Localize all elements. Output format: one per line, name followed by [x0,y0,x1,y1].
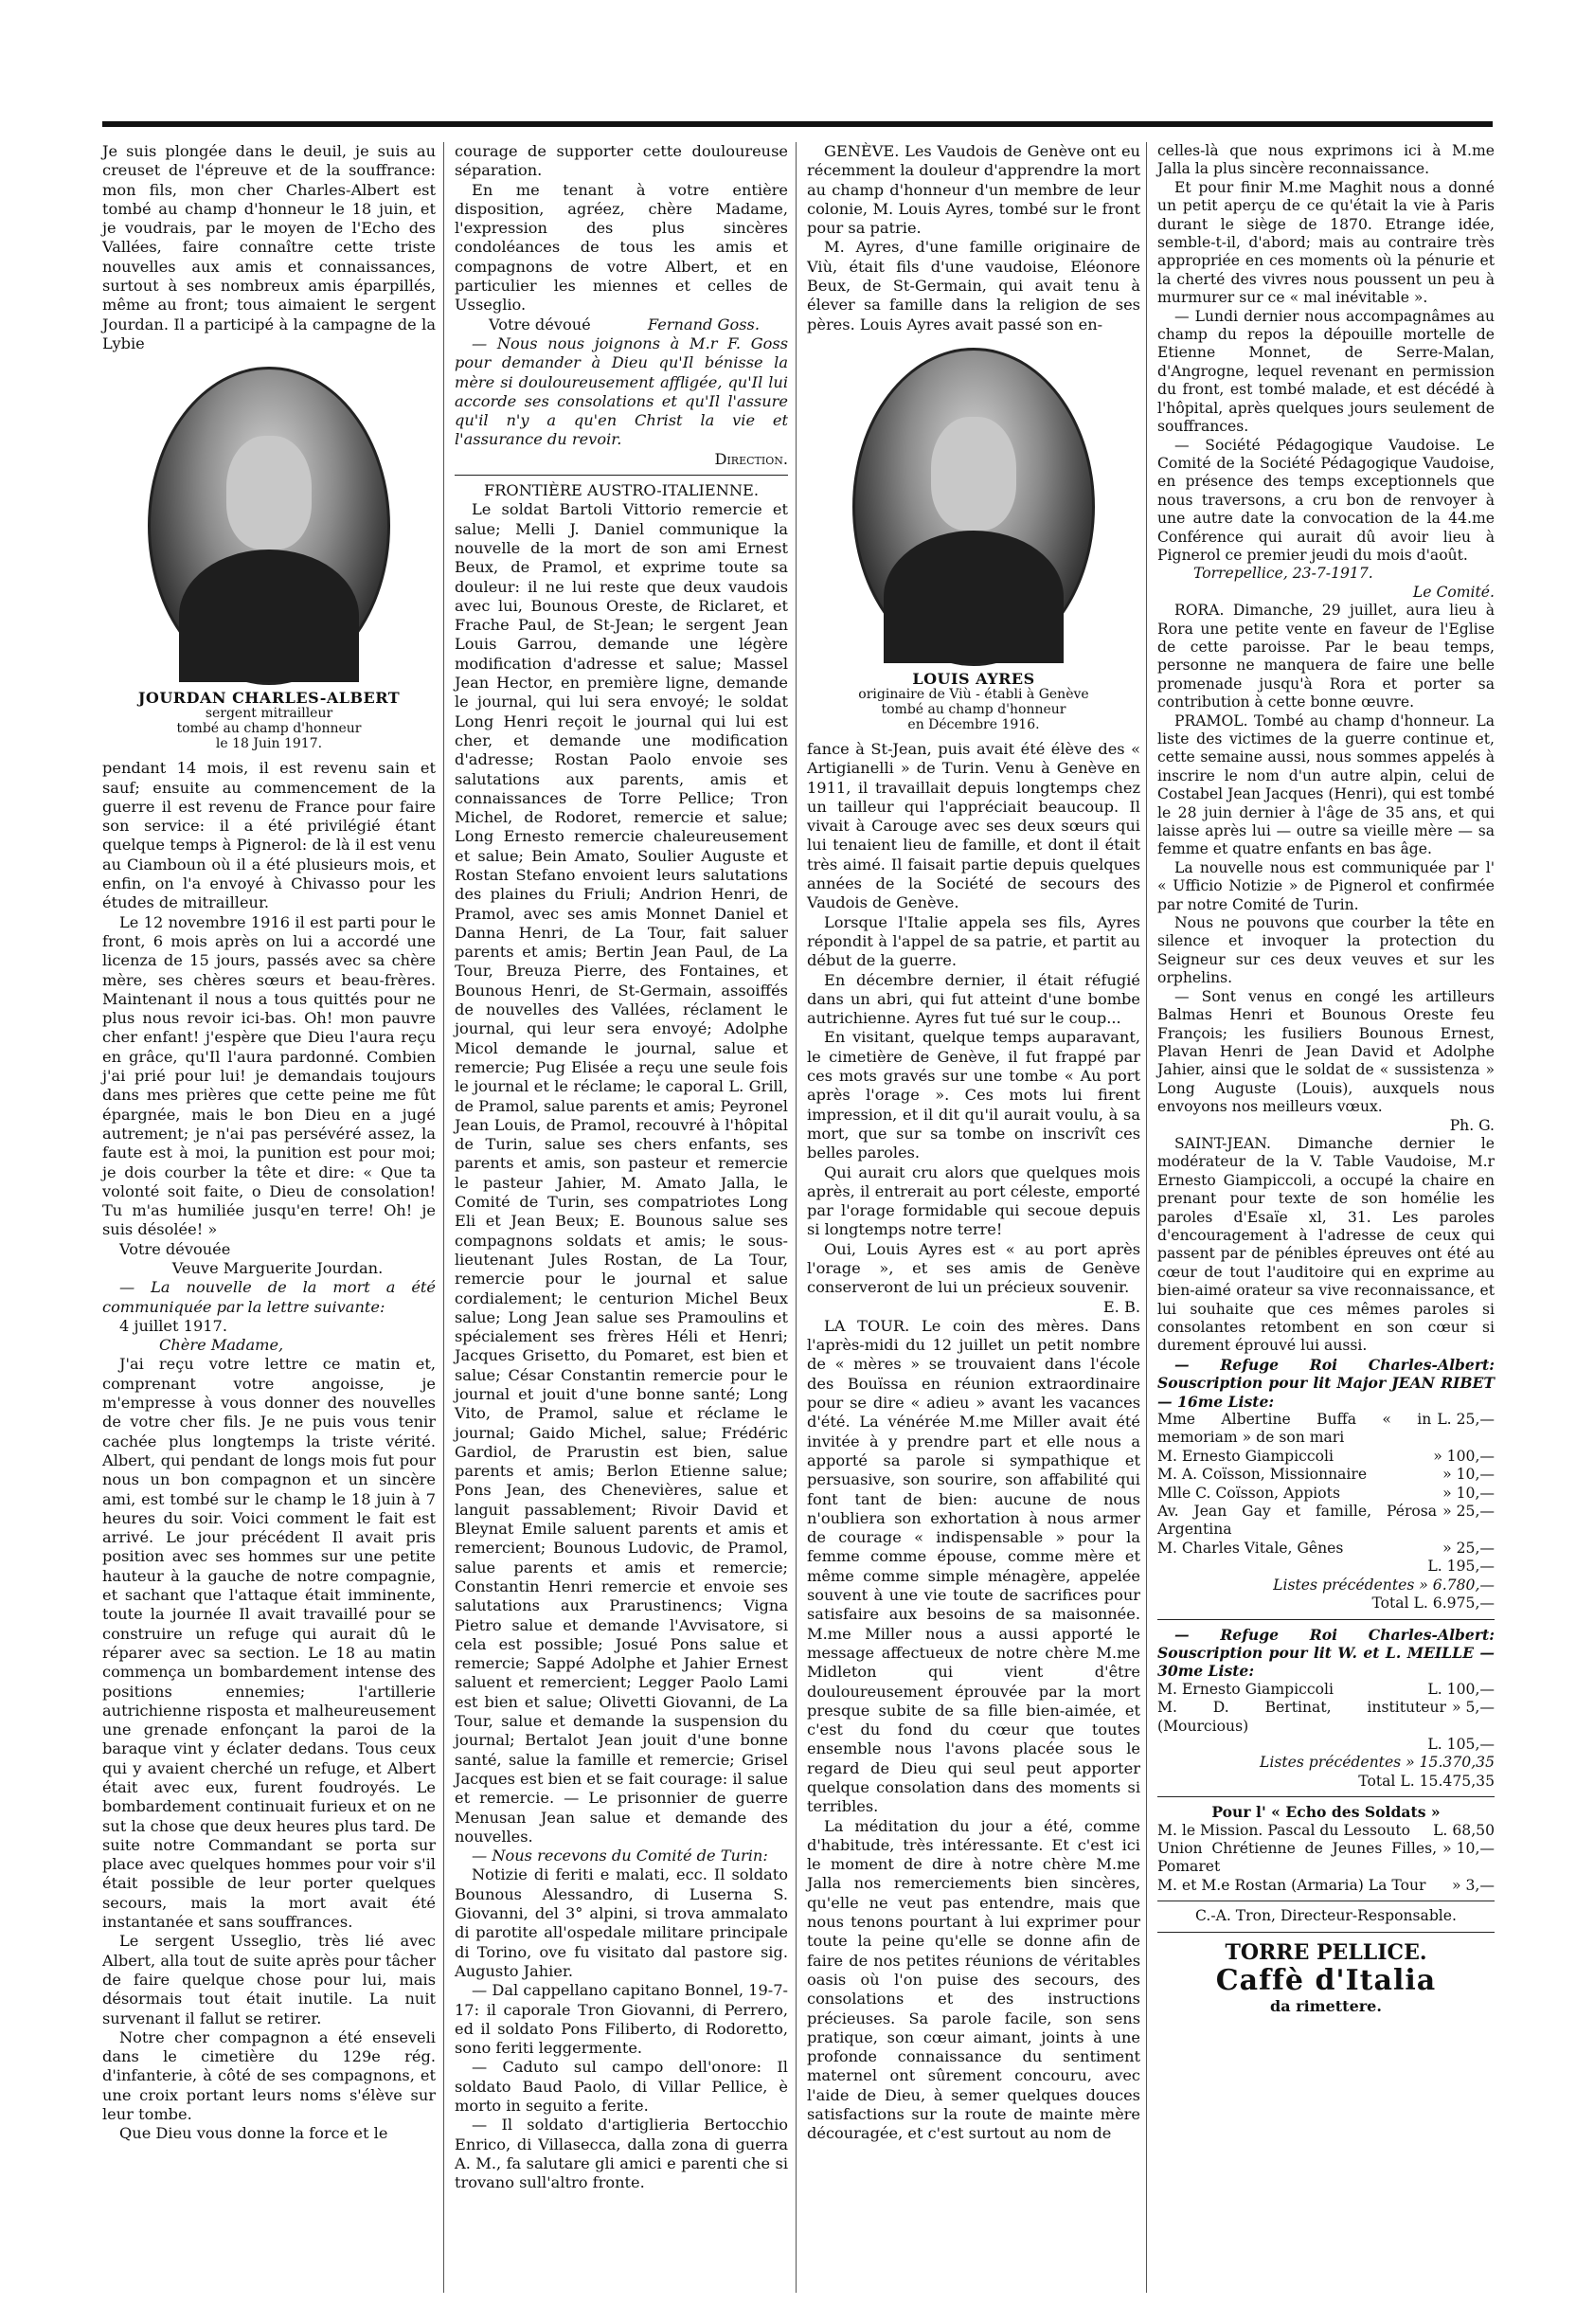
list-item-amount: » 100,— [1433,1447,1495,1465]
article-text: — Nous recevons du Comité de Turin: [472,1847,768,1865]
director-line: C.-A. Tron, Directeur-Responsable. [1195,1907,1457,1925]
article-text: Le soldat Bartoli Vittorio remercie et salue; Melli J. Daniel communique la nouvelle de la mort de son ami Ernest Beux, de Pramol, et exprime toute sa douleur: il ne lui reste que deux vaudois avec lui, Bounous Oreste, de Riclaret, et Frache Paul, de St-Jean; le sergent Jean Louis Garrou, demande une légère modification d'adresse et salue; Massel Jean Hector, en première ligne, demande le journal, qui lui sera envoyé; le soldat Long Henri reçoit le journal qui lui est cher, et demande une modification d'adresse; Rostan Paolo envoie ses salutations aux parents, amis et connaissances de Torre Pellice; Tron Michel, de Rodoret, remercie et salue; Long Ernesto remercie chaleureusement et salue; Bein Amato, Soulier Auguste et Rostan Stefano envoient leurs salutations des plaines du Friuli; Andrion Henri, de Pramol, avec ses amis Monnet Daniel et Danna Henri, de La Tour, fait saluer parents et amis; Bertin Jean Paul, de La Tour, Breuza Pierre, des Fontaines, et Bounous Henri, de St-Germain, assoiffés de nouvelles des Vallées, réclament le journal, qui leur sera envoyé; Adolphe Micol demande le journal, salue et remercie; Pug Elisée a reçu une seule fois le journal et le réclame; le caporal L. Grill, de Pramol, salue parents et amis; Peyronel Jean Louis, de Pramol, recouvré à l'hôpital de Turin, salue ses chers enfants, ses parents et amis, son pasteur et remercie le pasteur Jahier, M. Amato Jalla, le Comité de Turin, ses compatriotes Long Eli et Jean Beux; E. Bounous salue ses compagnons soldats et amis; le sous-lieutenant Jules Rostan, de La Tour, remercie pour le journal et salue cordialement; le centurion Michel Beux salue; Long Jean salue ses Pramoulins et spécialement ses frères Héli et Henri; Jacques Grisetto, du Pomaret, est bien et salue; César Constantin remercie pour le journal et jouit d'une bonne santé; Long Vito, de Pramol, salue et réclame le journal; Gaido Michel, salue; Frédéric Gardiol, de Prarustin est bien, salue parents et amis; Berlon Etienne salue; Pons Jean, des Chenevières, salue et languit passablement; Rivoir David et Bleynat Emile saluent parents et amis et remercient; Bounous Ludovic, de Pramol, salue parents et amis et remercie; Constantin Henri remercie et envoie ses salutations aux Prarustinencs; Vigna Pietro salue et demande l'Avvisatore, si cela est possible; Josué Pons salue et remercie; Sappé Adolphe et Jahier Ernest saluent et remercient; Legger Paolo Lami est bien et salue; Olivetti Giovanni, de La Tour, salue et demande la suspension du journal; Bertalot Jean jouit d'une bonne santé, salue la famille et remercie; Grisel Jacques est bien et se fait courage: il salue et remercie. — Le prisonnier de guerre Menusan Jean salue et demande des nouvelles. [455,500,788,1846]
article-text: — Caduto sul campo dell'onore: Il soldato Baud Paolo, di Villar Pellice, è morto in seguito a ferite. [455,2058,788,2115]
article-text: SAINT-JEAN. Dimanche dernier le modérateur de la V. Table Vaudoise, M.r Ernesto Giampiccoli, a occupé la chaire en prenant pour texte de son homélie les paroles d'Esaïe xl, 31. Les paroles d'encouragement à l'adresse de ceux qui passent par de pénibles épreuves ont été au cœur de tout l'auditoire qui en exprime au bien-aimé orateur sa vive reconnaissance, et lui souhaite que ces mêmes paroles si consolantes retombent en son cœur si durement éprouvé lui aussi. [1157,1134,1495,1355]
article-text: fance à St-Jean, puis avait été élève des « Artigianelli » de Turin. Venu à Genève en 1911, il travaillait depuis longtemps chez un tailleur qui l'appréciait beaucoup. Il vivait à Carouge avec ses deux sœurs qui lui tenaient lieu de famille, et dont il était très aimé. Il faisait partie depuis quelques années de la Société de secours des Vaudois de Genève. [807,739,1140,912]
ad-name: Caffè d'Italia [1215,1963,1437,1997]
subscription-previous: Listes précédentes » 6.780,— [1273,1576,1495,1594]
list-item-name: M. D. Bertinat, instituteur (Mourcious) [1157,1699,1447,1735]
signature-name: Veuve Marguerite Jourdan. [171,1258,384,1277]
signature: Le Comité. [1412,583,1495,601]
article-text: GENÈVE. Les Vaudois de Genève ont eu récemment la douleur d'apprendre la mort au champ d'honneur d'un membre de leur colonie, M. Louis Ayres, tombé sur le front pour sa patrie. [807,142,1140,238]
list-item [1157,1503,1495,1540]
article-text: En visitant, quelque temps auparavant, le cimetière de Genève, il fut frappé par ces mots gravés sur une tombe « Au port après l'orage ». Ces mots lui firent impression, et il dit qu'il aurait voulu, à sa mort, que sur sa tombe on inscrivît ces belles paroles. [807,1028,1140,1162]
list-item-amount: L. 25,— [1437,1411,1495,1429]
column-3 [807,142,1140,2144]
signature-line: Votre dévoué Fernand Goss. [489,315,760,333]
column-divider [443,142,444,2293]
column-2 [455,142,788,2192]
column-divider [1146,142,1147,2293]
subscription-title: — Refuge Roi Charles-Albert: Souscription pour lit W. et L. MEILLE — 30me Liste: [1157,1625,1495,1681]
list-item-name: M. et M.e Rostan (Armaria) La Tour [1157,1876,1426,1894]
list-item-amount: » 25,— [1442,1503,1495,1521]
section-rule [455,475,788,476]
article-text: La nouvelle nous est communiquée par l' « Ufficio Notizie » de Pignerol et confirmée par notre Comité de Turin. [1157,858,1495,913]
echo-title: Pour l' « Echo des Soldats » [1211,1803,1441,1822]
list-item-name: M. Ernesto Giampiccoli [1157,1680,1334,1698]
photo-caption: JOURDAN CHARLES-ALBERT sergent mitrailleur tombé au champ d'honneur le 18 Juin 1917. [137,689,401,752]
letter-salutation: Chère Madame, [159,1336,284,1355]
list-item-amount: » 10,— [1442,1466,1495,1484]
list-item [1157,1877,1495,1895]
article-text: PRAMOL. Tombé au champ d'honneur. La liste des victimes de la guerre continue et, cette semaine aussi, nous sommes appelés à inscrire le nom d'un autre alpin, celui de Costabel Jean Jacques (Henri), qui est tombé le 28 juin dernier à l'âge de 35 ans, et qui laisse après lui — outre sa vieille mère — sa femme et quatre enfants en bas âge. [1157,712,1495,858]
subscription-subtotal: L. 195,— [1427,1558,1495,1576]
article-text: — Sont venus en congé les artilleurs Balmas Henri et Bounous Oreste feu François; les fusiliers Bounous Ernest, Plavan Henri de Jean David et Adolphe Jahier, ainsi que le soldat de « sussistenza » Long Auguste (Louis), auxquels nous envoyons nos meilleurs vœux. [1157,987,1495,1116]
list-item [1157,1699,1495,1736]
subscription-list-2 [1157,1681,1495,1736]
list-item [1157,1466,1495,1484]
list-item-name: Mme Albertine Buffa « in memoriam » de son mari [1157,1411,1432,1447]
article-text: Le 12 novembre 1916 il est parti pour le front, 6 mois après on lui a accordé une licenza de 15 jours, passés avec sa chère mère, ses chères sœurs et beau-frères. Maintenant il nous a tous quittés pour ne plus nous revoir ici-bas. Oh! mon pauvre cher enfant! j'espère que Dieu l'aura reçu en grâce, qu'Il l'aura pardonné. Combien j'ai prié pour lui! je demandais toujours dans mes prières que cette peine me fût épargnée, mais le bon Dieu en a jugé autrement; je n'ai pas persévéré assez, la faute est à moi, la punition est pour moi; je dois courber la tête et dire: « Que ta volonté soit faite, o Dieu de consolation! Tu m'as humiliée jusqu'en terre! Oh! je suis désolée! » [102,912,436,1239]
article-text: La méditation du jour a été, comme d'habitude, très intéressante. Et c'est ici le moment de dire à notre chère M.me Jalla nos remerciements bien sincères, qu'elle ne veut pas entendre, mais que nous tenons pourtant à lui exprimer pour toute la peine qu'elle se donne afin de faire de nos petites réunions de véritables oasis où l'on puise des secours, des consolations et des instructions précieuses. Sa parole facile, son sens pratique, son cœur aimant, joints à une profonde connaissance du sentiment maternel ont sûrement concouru, avec l'aide de Dieu, à semer quelques douces satisfactions sur la route de mainte mère découragée, et c'est surtout au nom de [807,1816,1140,2143]
article-text: — Lundi dernier nous accompagnâmes au champ du repos la dépouille mortelle de Etienne Monnet, de Serre-Malan, d'Angrogne, lequel revenant en permission du front, est tombé malade, et est décédé à l'hôpital, après quelques jours seulement de souffrances. [1157,307,1495,436]
column-1 [102,142,436,2144]
subscription-title: — Refuge Roi Charles-Albert: Souscription pour lit Major JEAN RIBET — 16me Liste: [1157,1355,1495,1411]
list-item-name: Union Chrétienne de Jeunes Filles, Pomaret [1157,1839,1438,1876]
list-item-amount: L. 68,50 [1433,1821,1495,1839]
ad-note: da rimettere. [1270,1996,1382,2015]
ad-place: TORRE PELLICE. [1225,1939,1427,1965]
article-text: Le sergent Usseglio, très lié avec Albert, alla tout de suite après pour tâcher de faire quelque chose pour lui, mais désormais tout était inutile. La nuit survenant il fallut se retirer. [102,1932,436,2027]
list-item-amount: » 10,— [1442,1839,1495,1857]
list-item-name: M. Charles Vitale, Gênes [1157,1539,1344,1557]
column-divider [796,142,797,2293]
list-item-amount: » 25,— [1442,1539,1495,1557]
section-rule [1157,1619,1495,1620]
article-text: celles-là que nous exprimons ici à M.me Jalla la plus sincère reconnaissance. [1157,142,1495,178]
section-title: FRONTIÈRE AUSTRO-ITALIENNE. [484,481,759,500]
letter-date: 4 juillet 1917. [119,1316,227,1335]
article-text: Que Dieu vous donne la force et le [119,2124,388,2143]
signature: Ph. G. [1449,1116,1495,1134]
subscription-previous: Listes précédentes » 15.370,35 [1260,1754,1495,1772]
portrait-ayres-photo [852,348,1095,666]
header-rule [102,121,1493,127]
echo-list [1157,1822,1495,1896]
list-item [1157,1448,1495,1466]
list-item-amount: » 10,— [1442,1484,1495,1502]
list-item-name: M. Ernesto Giampiccoli [1157,1447,1334,1465]
list-item-amount: L. 100,— [1427,1680,1495,1698]
section-rule [1157,1932,1495,1933]
list-item-amount: » 3,— [1452,1876,1495,1894]
portrait-jourdan-photo [148,367,390,685]
article-text: Je suis plongée dans le deuil, je suis au creuset de l'épreuve et de la souffrance: mon fils, mon cher Charles-Albert est tombé au champ d'honneur le 18 juin, et je voudrais, par le moyen de l'Echo des Vallées, faire connaître cette triste nouvelles aux amis et connaissances, surtout à ses nombreux amis éparpillés, même au front; tous aimaient le sergent Jourdan. Il a participé à la campagne de la Lybie [102,142,436,352]
article-text: pendant 14 mois, il est revenu sain et sauf; ensuite au commencement de la guerre il est revenu de France pour faire son service: il a été privilégié étant quelque temps à Pignerol: de là il est venu au Ciamboun où il a été plusieurs mois, et enfin, on l'a envoyé à Chivasso pour les études de mitrailleur. [102,759,436,912]
list-item-name: M. A. Coïsson, Missionnaire [1157,1466,1368,1484]
column-4 [1157,142,1495,2015]
article-text: — La nouvelle de la mort a été communiquée par la lettre suivante: [102,1278,436,1316]
article-text: — Nous nous joignons à M.r F. Goss pour demander à Dieu qu'Il bénisse la mère si douloureusement affligée, qu'Il lui accorde ses consolations et qu'Il l'assure qu'il n'y a qu'en Christ la vie et l'assurance du revoir. [455,333,788,449]
article-date: Torrepellice, 23-7-1917. [1193,565,1373,583]
article-text: Notre cher compagnon a été enseveli dans le cimetière du 129e rég. d'infanterie, à côté de ses compagnons, et une croix portant leurs noms s'élève sur leur tombe. [102,2027,436,2124]
subscription-subtotal: L. 105,— [1427,1735,1495,1753]
list-item-name: M. le Mission. Pascal du Lessouto [1157,1821,1411,1839]
list-item [1157,1822,1495,1840]
article-text: Lorsque l'Italie appela ses fils, Ayres répondit à l'appel de sa patrie, et partit au début de la guerre. [807,912,1140,970]
list-item-amount: » 5,— [1452,1699,1495,1717]
article-text: M. Ayres, d'une famille originaire de Viù, était fils d'une vaudoise, Eléonore Beux, de St-Germain, qui avait tenu à élever sa famille dans la religion de ses pères. Louis Ayres avait passé son en- [807,238,1140,333]
article-text: — Il soldato d'artiglieria Bertocchio Enrico, di Villasecca, dalla zona di guerra A. M., fa salutare gli amici e parenti che si trovano sull'altro fronte. [455,2116,788,2192]
article-text: Nous ne pouvons que courber la tête en silence et invoquer la protection du Seigneur sur ces deux veuves et sur les orphelins. [1157,914,1495,987]
list-item [1157,1485,1495,1503]
article-text: — Société Pédagogique Vaudoise. Le Comité de la Société Pédagogique Vaudoise, en présence des temps exceptionnels que nous traversons, a cru bon de renvoyer à une autre date la convocation de la 44.me Conférence qui aurait dû avoir lieu à Pignerol ce premier jeudi du mois d'août. [1157,436,1495,564]
article-text: RORA. Dimanche, 29 juillet, aura lieu à Rora une petite vente en faveur de l'Eglise de cette paroisse. Par le beau temps, personne ne manquera de faire une belle promenade jusqu'à Rora et porter sa contribution à cette bonne œuvre. [1157,602,1495,712]
article-text: Et pour finir M.me Maghit nous a donné un petit aperçu de ce qu'était la vie à Paris durant le siège de 1870. Etrange idée, semble-t-il, d'abord; mais au contraire très appropriée en ces moments où la pénurie et la cherté des vivres nous poussent un peu à murmurer sur ce « mal inévitable ». [1157,178,1495,307]
subscription-list-1 [1157,1411,1495,1558]
signature-line: Votre dévouée [119,1239,231,1258]
list-item [1157,1411,1495,1448]
subscription-total: Total L. 6.975,— [1371,1594,1495,1612]
article-text: Oui, Louis Ayres est « au port après l'orage », et ses amis de Genève conserveront de lui un précieux souvenir. [807,1239,1140,1297]
photo-caption: LOUIS AYRES originaire de Viù - établi à Genève tombé au champ d'honneur en Décembre 1916. [858,669,1089,732]
article-text: En décembre dernier, il était réfugié dans un abri, qui fut atteint d'une bombe autrichienne. Ayres fut tué sur le coup... [807,970,1140,1028]
article-text: En me tenant à votre entière disposition, agréez, chère Madame, l'expression des plus sincères condoléances de tous les amis et compagnons de votre Albert, et en particulier les miennes et celles de Usseglio. [455,180,788,315]
signature: Direction. [714,449,788,468]
list-item [1157,1840,1495,1877]
list-item [1157,1540,1495,1558]
signature: E. B. [1102,1297,1140,1316]
advertisement [1157,1940,1495,2015]
article-text: LA TOUR. Le coin des mères. Dans l'après-midi du 12 juillet un petit nombre de « mères » se trouvaient dans l'école des Bouïssa en réunion extraordinaire pour se dire « adieu » avant les vacances d'été. La vénérée M.me Miller avait été invitée à y prendre part et elle nous a apporté sa parole si sympathique et persuasive, son sourire, son affabilité qui font tant de bien: aucune de nous n'oubliera son exhortation à nous armer de courage « indispensable » pour la femme comme épouse, comme mère et même comme simple ménagère, appelée souvent à une vie toute de sacrifices pour satisfaire aux besoins de sa maisonnée. M.me Miller nous a aussi apporté le message affectueux de notre chère M.me Midleton qui vient d'être douloureusement éprouvée par la mort presque subite de sa fille bien-aimée, et c'est du fond du cœur que toutes ensemble nous l'avons placée sous le regard de Dieu qui seul peut apporter quelque consolation dans des moments si terribles. [807,1316,1140,1816]
section-rule [1157,1796,1495,1797]
list-item-name: Av. Jean Gay et famille, Pérosa Argentina [1157,1503,1438,1539]
article-text: — Dal cappellano capitano Bonnel, 19-7-17: il caporale Tron Giovanni, di Perrero, ed il soldato Pons Filiberto, di Rodoretto, sono feriti leggermente. [455,1981,788,2058]
article-text: Notizie di feriti e malati, ecc. Il soldato Bounous Alessandro, di Luserna S. Giovanni, del 3° alpini, si trova ammalato di parotite all'ospedale militare principale di Torino, ove fu visitato dal pastore sig. Augusto Jahier. [455,1865,788,1980]
subscription-total: Total L. 15.475,35 [1358,1772,1495,1790]
list-item [1157,1681,1495,1699]
article-text: J'ai reçu votre lettre ce matin et, comprenant votre angoisse, je m'empresse à vous donner des nouvelles de votre cher fils. Je ne puis vous tenir cachée plus longtemps la triste vérité. Albert, qui pendant de longs mois fut pour nous un bon compagnon et un sincère ami, est tombé sur le champ le 18 juin à 7 heures du soir. Voici comment le fait est arrivé. Le jour précédent Il avait pris position avec ses hommes sur une petite hauteur à la gauche de notre compagnie, et sachant que l'attaque était imminente, toute la journée Il avait travaillé pour se construire un refuge qui aurait dû le réparer avec sa section. Le 18 au matin commença un bombardement intense des positions ennemies; l'artillerie autrichienne risposta et malheureusement une grenade enfonçant la paroi de la baraque vint y éclater dedans. Tous ceux qui y avaient cherché un refuge, et Albert était avec eux, furent foudroyés. Le bombardement continuait furieux et on ne sut la chose que deux heures plus tard. De suite notre Commandant se porta sur place avec quelques hommes pour voir s'il était possible de leur porter quelques secours, mais la mort avait été instantanée et sans souffrances. [102,1355,436,1932]
article-text: Qui aurait cru alors que quelques mois après, il entrerait au port céleste, emporté par l'orage formidable qui secoue depuis si longtemps notre terre! [807,1162,1140,1239]
list-item-name: Mlle C. Coïsson, Appiots [1157,1484,1340,1502]
article-text: courage de supporter cette douloureuse séparation. [455,142,788,180]
